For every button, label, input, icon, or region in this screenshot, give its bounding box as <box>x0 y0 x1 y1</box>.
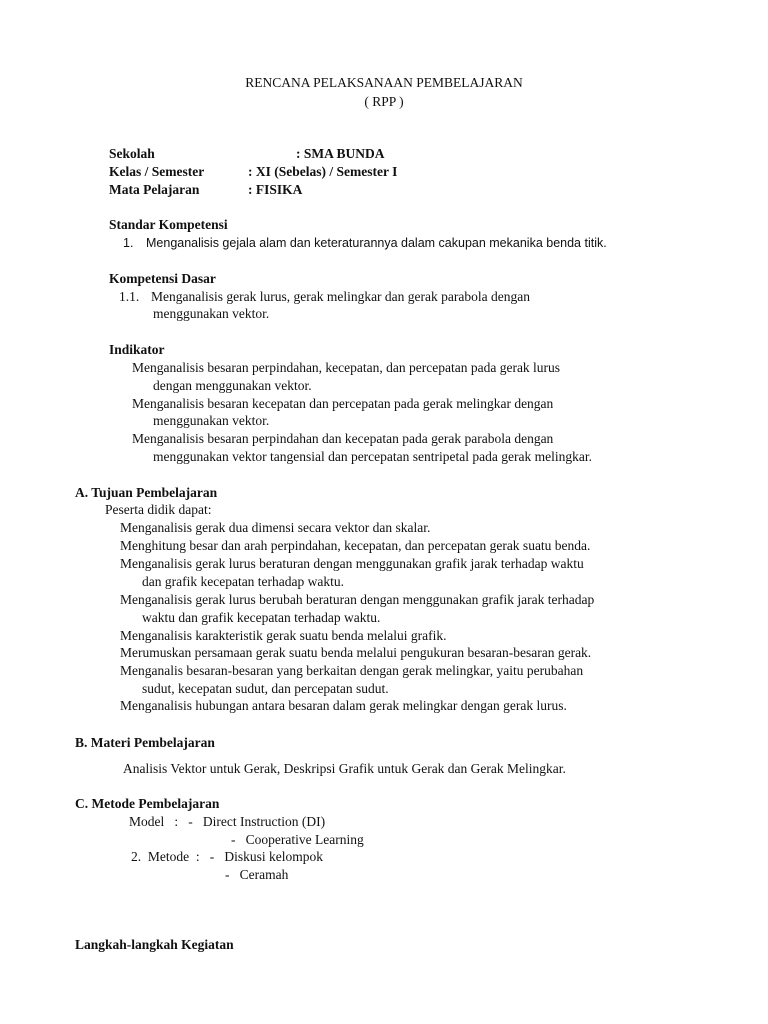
metode-model-line: Model : - Direct Instruction (DI) <box>129 814 326 829</box>
page-title: RENCANA PELAKSANAAN PEMBELAJARAN <box>245 75 523 90</box>
tujuan-item-7-line-1: Menganalis besaran-besaran yang berkaitan dengan gerak melingkar, yaitu perubahan <box>120 663 584 678</box>
tujuan-item-5: Menganalisis karakteristik gerak suatu benda melalui grafik. <box>120 628 447 643</box>
indikator-item-1-line-1: Menganalisis besaran perpindahan, kecepatan, dan percepatan pada gerak lurus <box>132 360 561 375</box>
metode-heading: C. Metode Pembelajaran <box>75 796 220 811</box>
class-value: : XI (Sebelas) / Semester I <box>248 164 398 179</box>
metode-model-line-2: - Cooperative Learning <box>231 832 364 847</box>
standar-heading: Standar Kompetensi <box>109 217 228 232</box>
langkah-heading: Langkah-langkah Kegiatan <box>75 937 234 952</box>
indikator-item-2-line-1: Menganalisis besaran kecepatan dan percepatan pada gerak melingkar dengan <box>132 396 554 411</box>
school-value: : SMA BUNDA <box>296 146 385 161</box>
metode-metode-line-2: - Ceramah <box>225 867 289 882</box>
indikator-item-2-line-2: menggunakan vektor. <box>153 413 270 428</box>
standar-text: Menganalisis gejala alam dan keteraturannya dalam cakupan mekanika benda titik. <box>146 236 607 250</box>
kompetensi-number: 1.1. <box>119 289 140 304</box>
metode-metode-line: 2. Metode : - Diskusi kelompok <box>131 849 323 864</box>
tujuan-item-2: Menghitung besar dan arah perpindahan, kecepatan, dan percepatan gerak suatu benda. <box>120 538 591 553</box>
tujuan-item-6: Merumuskan persamaan gerak suatu benda melalui pengukuran besaran-besaran gerak. <box>120 645 592 660</box>
kompetensi-line-2: menggunakan vektor. <box>153 306 270 321</box>
kompetensi-heading: Kompetensi Dasar <box>109 271 216 286</box>
kompetensi-line-1: Menganalisis gerak lurus, gerak melingkar dan gerak parabola dengan <box>151 289 530 304</box>
tujuan-item-8: Menganalisis hubungan antara besaran dalam gerak melingkar dengan gerak lurus. <box>120 698 567 713</box>
standar-number: 1. <box>123 236 134 250</box>
class-label: Kelas / Semester <box>109 164 205 179</box>
indikator-item-3-line-2: menggunakan vektor tangensial dan percepatan sentripetal pada gerak melingkar. <box>153 449 592 464</box>
tujuan-heading: A. Tujuan Pembelajaran <box>75 485 218 500</box>
materi-text: Analisis Vektor untuk Gerak, Deskripsi Grafik untuk Gerak dan Gerak Melingkar. <box>123 761 566 776</box>
tujuan-item-4-line-1: Menganalisis gerak lurus berubah beraturan dengan menggunakan grafik jarak terhadap <box>120 592 595 607</box>
tujuan-item-3-line-1: Menganalisis gerak lurus beraturan dengan menggunakan grafik jarak terhadap waktu <box>120 556 584 571</box>
tujuan-item-7-line-2: sudut, kecepatan sudut, dan percepatan sudut. <box>142 681 389 696</box>
tujuan-intro: Peserta didik dapat: <box>105 502 212 517</box>
tujuan-item-4-line-2: waktu dan grafik kecepatan terhadap waktu. <box>142 610 381 625</box>
indikator-item-3-line-1: Menganalisis besaran perpindahan dan kecepatan pada gerak parabola dengan <box>132 431 554 446</box>
page-subtitle: ( RPP ) <box>364 94 404 109</box>
subject-label: Mata Pelajaran <box>109 182 200 197</box>
subject-value: : FISIKA <box>248 182 303 197</box>
materi-heading: B. Materi Pembelajaran <box>75 735 215 750</box>
indikator-item-1-line-2: dengan menggunakan vektor. <box>153 378 312 393</box>
school-label: Sekolah <box>109 146 155 161</box>
tujuan-item-3-line-2: dan grafik kecepatan terhadap waktu. <box>142 574 345 589</box>
indikator-heading: Indikator <box>109 342 165 357</box>
tujuan-item-1: Menganalisis gerak dua dimensi secara vektor dan skalar. <box>120 520 431 535</box>
